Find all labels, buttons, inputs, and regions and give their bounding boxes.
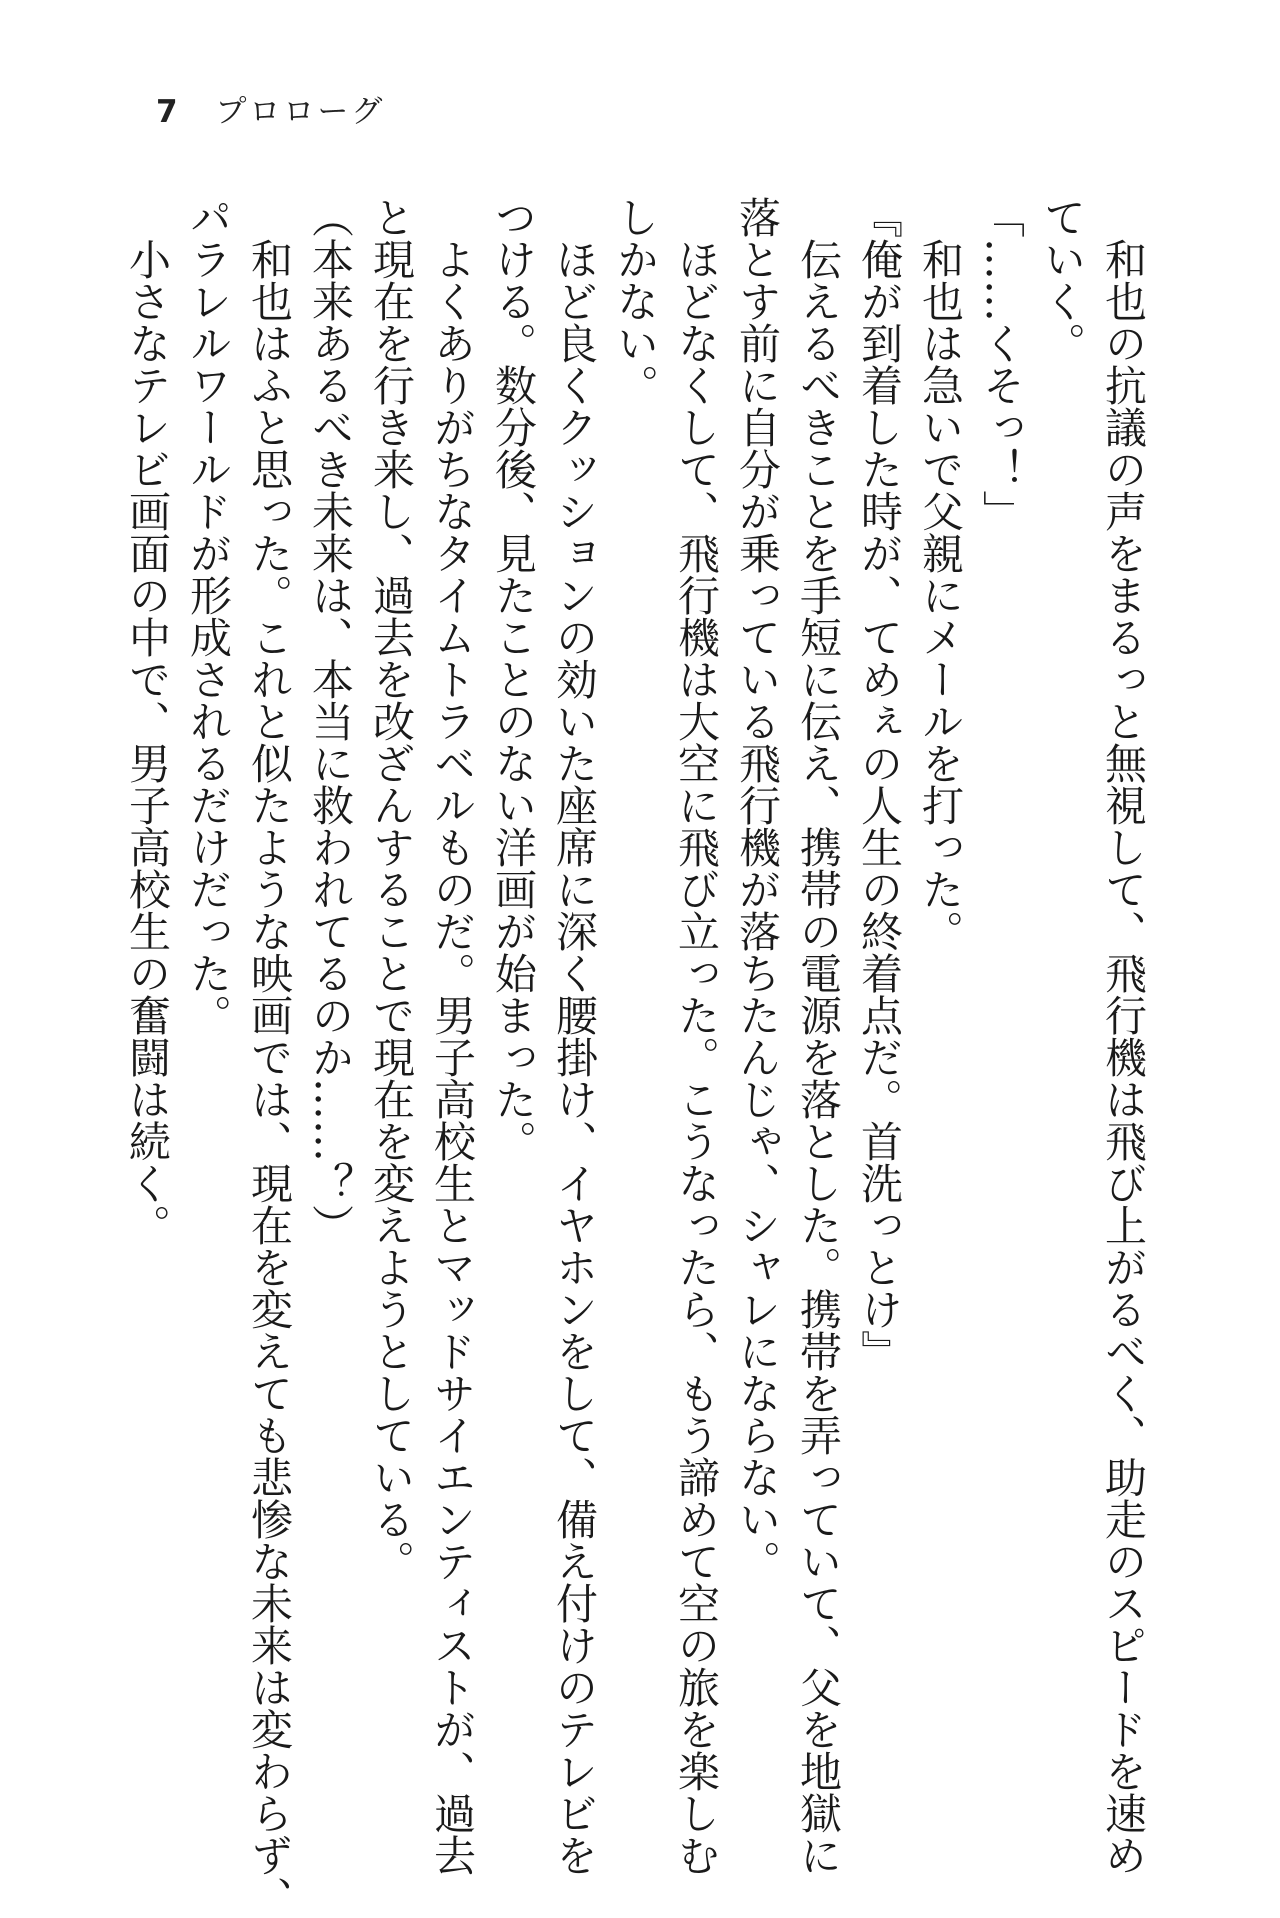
text-line: 和也はふと思った。これと似たような映画では、現在を変えても悲惨な未来は変わらず、 (245, 238, 294, 1918)
text-line: ほど良くクッションの効いた座席に深く腰掛け、イヤホンをして、備え付けのテレビを (550, 238, 599, 1876)
text-line: 「……くそっ！」 (977, 196, 1026, 532)
text-line: と現在を行き来し、過去を改ざんすることで現在を変えようとしている。 (367, 196, 416, 1582)
text-line: つける。数分後、見たことのない洋画が始まった。 (489, 196, 538, 1162)
text-line: しかない。 (611, 196, 660, 406)
text-line: 『俺が到着した時が、てめぇの人生の終着点だ。首洗っとけ』 (855, 196, 904, 1372)
chapter-title: プロローグ (215, 94, 386, 130)
text-line: 落とす前に自分が乗っている飛行機が落ちたんじゃ、シャレにならない。 (733, 196, 782, 1582)
text-line: ていく。 (1038, 196, 1087, 364)
text-line: 和也の抗議の声をまるっと無視して、飛行機は飛び上がるべく、助走のスピードを速め (1099, 238, 1148, 1876)
text-line: 和也は急いで父親にメールを打った。 (916, 238, 965, 952)
page-number: 7 (156, 94, 181, 130)
text-line: 小さなテレビ画面の中で、男子高校生の奮闘は続く。 (123, 238, 172, 1246)
text-line: ほどなくして、飛行機は大空に飛び立った。こうなったら、もう諦めて空の旅を楽しむ (672, 238, 721, 1876)
body-text (123, 196, 1154, 1918)
text-line: （本来あるべき未来は、本当に救われてるのか……？） (306, 196, 355, 1246)
text-line: よくありがちなタイムトラベルものだ。男子高校生とマッドサイエンティストが、過去 (428, 238, 477, 1876)
text-line: パラレルワールドが形成されるだけだった。 (184, 196, 233, 1036)
running-head (156, 86, 385, 131)
text-line: 伝えるべきことを手短に伝え、携帯の電源を落とした。携帯を弄っていて、父を地獄に (794, 238, 843, 1876)
